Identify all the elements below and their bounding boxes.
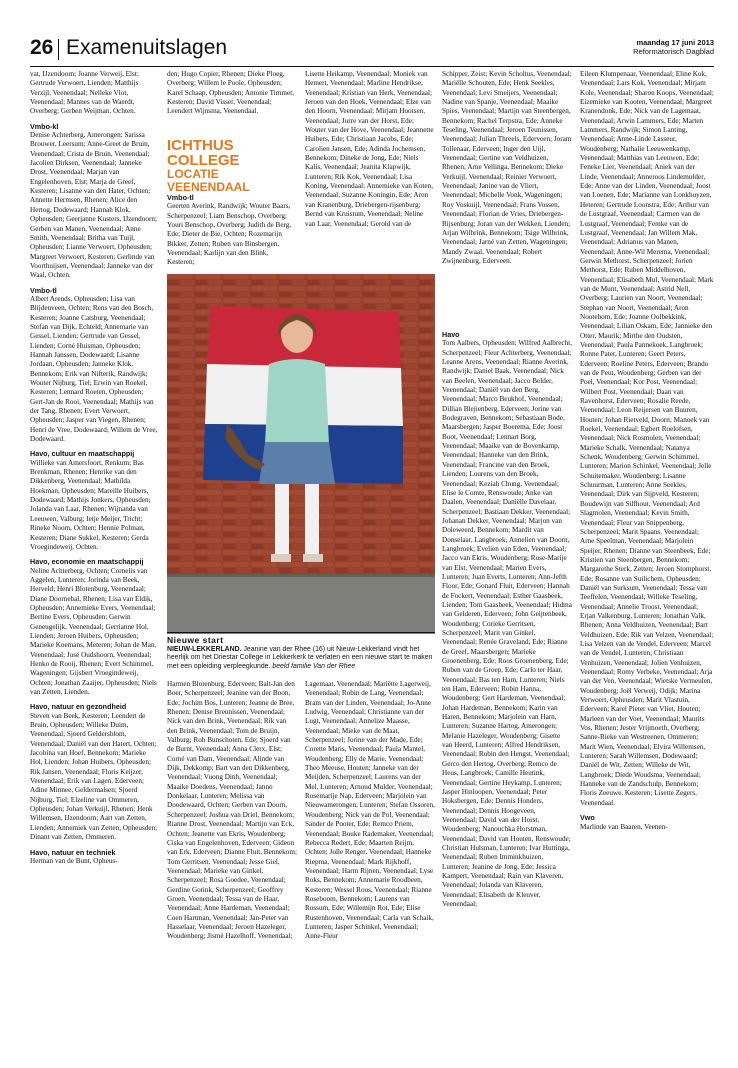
page-number: 26 <box>30 36 54 59</box>
section-title: Examenuitslagen <box>66 36 228 59</box>
category-heading: Vwo <box>580 813 595 823</box>
date-block <box>633 38 714 56</box>
list-paragraph: Herman van de Bunt, Opheus- <box>30 856 118 865</box>
list-paragraph: Tom Aalbers, Opheusden; Wilfred Aalbrecht, Scherpenzeel; Fleur Achterberg, Veenendaal; Leanne Arens, Veenendaal; Rianne Averink, Randwijk; Daniel Baak, Veenendaal; Nick van Beelen, Veenendaal; Jacco Belder, Veenendaal; Daniël van den Berg, Veenendaal; Marco Beukhof, Veenendaal; Dillian Blejienberg, Ederveen; Jorine van Bodegraven, Bennekom; Sebastiaan Bode, Maarsbergen; Jasper Boerema, Ede; Joost Boot, Veenendaal; Lennart Borg, Veenendaal; Maaike van de Bovenkamp, Veenendaal; Hanneke van den Brink, Veenendaal; Francine van den Broek, Lienden; Lourens van den Broek, Veenendaal; Keziah Chung, Veenendaal; Elise le Comte, Renswoude; Anke van Daalen, Veenendaal; Daniëlle Davelaar, Scherpenzeel; Bastiaan Dekker, Veenendaal; Johanan Dekker, Veenendaal; Marjon van Doleweerd, Bennekom; Mardit van Donselaar, Langbroek; Annelien van Doorn, Langbroek; Evelien van Eden, Veenendaal; Jacco van Ekris, Woudenberg; Rose-Marije van Elst, Veenendaal; Marien Evers, Lunteren; Juan Everts, Lunteren; Ann-Jefth Floor, Ede; Gonard Fluit, Ederveen; Hannah de Fockert, Veenendaal; Esther Gaasbeek, Lienden; Tom Gaasbeek, Veenendaal; Hidma van Gelderen, Ederveen; John Geijtenbeek, Woudenberg; Corieke Gerritsen, Scherpenzeel; Marit van Ginkel, Veenendaal; Renée Graveland, Ede; Rianne de Greef, Maarsbergen; Marieke Groenenberg, Ede; Roos Groenenberg, Ede; Ruben van de Groep, Ede; Carlo ter Haar, Veenendaal; Bas ten Ham, Lunteren; Niels ten Ham, Ederveen; Robin Hanna, Woudenberg; Gert Hardeman, Veenendaal; Johan Hardeman, Bennekom; Karin van Haren, Bennekom; Marjolein van Harn, Lunteren; Suzanne Hartog, Amerongen; Melanie Hazeleger, Woudenberg; Gisette van Heerd, Lunteren; Alfred Hendriksen, Veenendaal; Robin den Hengst, Veenendaal; Gerco den Hertog, Overberg; Remco de Heus, Langbroek; Camille Heutink, Veenendaal; Gertine Heykamp, Lunteren; Jasper Hinloopen, Veenendaal; Peter Hoksbergen, Ede; Dennis Honders, Veenendaal; Dennis Hoogeveen, Veenendaal; David van der Horst, Woudenberg; Nanouchka Horstman, Veenendaal; David van Houten, Renswoude; Christian Hulsman, Lunteren; Ivar Huttinga, Veenendaal; Ruben Imminkhuizen, Lunteren; Jeanine de Jong, Ede; Jessica Kampert, Veenendaal; Rain van Klaveren, Veenendaal; Jolanda van Klaveren, Veenendaal; Elisabeth de Kleuver, Veenendaal; <box>442 339 573 908</box>
list-paragraph: Lagemaat, Veenendaal; Mariëtte Lagerweij, Veenendaal; Robin de Lang, Veenendaal; Bram van der Linden, Veenendaal; Jo-Anne Ludwig, Veenendaal; Christianne van der Lugt, Veenendaal; Annelize Maasse, Veenendaal; Mieke van de Maat, Scherpenzeel; Jorine van der Made, Ede; Corette Maris, Veenendaal; Paula Mantel, Woudenberg; Elly de Marie, Veenendaal; Theo Meeuse, Houten; Janneke van der Meijden, Scherpenzeel; Laurens van der Mel, Lunteren; Arnoud Mulder, Veenendaal; Rosemarije Nap, Ederveen; Marjolein van Nieuwamerongen, Lunteren; Stefan Ossoren, Woudenberg; Nick van de Pol, Veenendaal; Sander de Pooter, Ede; Remco Priem, Veenendaal; Bouke Rademaker, Veenendaal; Rebecca Redert, Ede; Maarten Reijm, Ochten; Jolle Renger, Veenendaal; Hanneke Riepma, Veenendaal; Mark Rijkhoff, Veenendaal; Harm Rijnen, Veenendaal; Lyse Roks, Bennekom; Annemarie Roodbeen, Kesteren; Wessel Roos, Veenendaal; Rianne Roseboom, Bennekom; Laurens van Rossum, Ede; Willemijn Rot, Ede; Elise Rustenhoven, Veenendaal; Carla van Schaik, Lunteren; Jasper Schinkel, Veenendaal; Anne-Fleur <box>305 680 435 941</box>
list-paragraph: Schipper, Zeist; Kevin Scholtus, Veenendaal; Mariëlle Schouten, Ede; Henk Seekles, Veenendaal; Levi Smeijers, Veenendaal; Nadine van Spanje, Veenendaal; Maaike Spies, Veenendaal; Martijn van Steenbergen, Bennekom; Rachel Terpstra, Ede; Anneke Teseling, Veenendaal; Jeroen Teunissen, Veenendaal; Julian Threels, Ederveen; Joram Tollenaar, Ederveen; Inger den Uijl, Veenendaal; Gertine van Veldhuizen, Rhenen; Arne Vellinga, Bennekom; Dieke Verkuijl, Veenendaal; Reinier Verwoert, Veenendaal; Janine van de Vliert, Veenendaal; Michelle Vonk, Wageningen; Roy Voskuijl, Veenendaal; Frans Vossen, Veenendaal; Florian de Vries, Driebergen-Rijsenburg; Joran van der Wekken, Lienden; Arjan Wilbrink, Bennekom; Tsige Wilbrink, Veenendaal; Jarné van Zetten, Wageningen; Mandy Zwaal, Veenendaal; Robert Zwijnenburg, Ederveen. <box>442 70 572 265</box>
caption-location: NIEUW-LEKKERLAND. <box>167 645 242 653</box>
page-header <box>30 36 714 64</box>
list-paragraph: Steven van Beek, Kesteren; Leendert de Bruin, Opheusden; Willeke Duim, Veenendaal; Sjoerd Geldersblom, Veenendaal; Daniël van den Hatert, Ochten; Jacobina van Hoef, Bennekom; Marieke Hol, Lienden; Johan Huibers, Opheusden; Rik Jansen, Veenendaal; Floris Keijzer, Veenendaal; Erik van Lagen, Ederveen; Adine Minnee, Geldermalsen; Sjoerd Nijburg, Tiel; Elzeline van Ommeren, Opheusden; Johan Verkuijl, Rhenen; Henk Willemsen, IJzendoorn; Aart van Zetten, Lienden; Annemiek van Zetten, Opheusden; Dinant van Zetten, Ommeren. <box>30 711 158 842</box>
list-paragraph: Willieke van Amersfoort, Renkum; Bas Brenkman, Rhenen; Henrike van den Dikkenberg, Veenendaal; Mathilda Hoekman, Opheusden; Mareille Huibers, Dodewaard; Mathijs Jonkers, Opheusden; Jolanda van Laar, Rhenen; Wijnanda van Leeuwen, Valburg; Ietje Meijer, Tricht; Rineke Noom, Ochten; Hennie Polman, Kesteren; Diane Sukkel, Kesteren; Gerda Vroegindeweij, Ochten. <box>30 458 151 551</box>
column-3-top <box>305 70 435 270</box>
photo-girl-with-dutch-flag <box>167 274 435 634</box>
header-rule <box>30 66 714 67</box>
category-heading: Havo, natuur en techniek <box>30 847 116 857</box>
column-4-bottom <box>442 330 572 1060</box>
list-paragraph: Geerten Averink, Randwijk; Wouter Baars, Scherpenzeel; Liam Benschop, Overberg; Youri Benschop, Overberg; Judith de Berg, Ede; Dieter de Bie, Ochten; Rozemarijn Bikker, Zetten; Ruben van Binsbergen, Veenendaal; Karlijn van den Blink, Kesteren; <box>167 202 292 267</box>
photo-illustration <box>167 274 435 634</box>
column-2-bottom <box>167 680 297 1060</box>
list-paragraph: Eileen Klumpenaar, Veenendaal; Eline Kok, Veenendaal; Lars Kok, Veenendaal; Mirjam Kole, Veenendaal; Sharon Koops, Veenendaal; Eizemieke van Kooten, Veenendaal; Margreet Kranendonk, Ede; Nick van de Lagemaat, Veenendaal; Arwin Lammers, Ede; Marten Lammers, Randwijk; Simon Lanting, Veenendaal; Anne-Linde Lasseur, Woudenberg; Nathalie Leeuwenkamp, Veenendaal; Matthias van Leeuwen, Ede; Feneke Lier, Veenendaal; Aniek van der Linde, Veenendaal; Anneroos Lindemulder, Ede; Anne van der Linden, Veenendaal; Joost van Loenen, Ede; Marianne van Lonkhuyzen, Heteren; Gertrude Loonstra, Ede; Arthur van de Lustgraaf, Veenendaal; Carmen van de Lustgraaf, Veenendaal; Femke van de Lustgraaf, Veenendaal; Jan Willem Mak, Veenendaal; Adrianus van Manen, Veenendaal; Anne-Wil Merema, Veenendaal; Gerwin Methorst, Scherpenzeel; Jorien Methorst, Ede; Ruben Middelhoven, Veenendaal; Elisabeth Mul, Veenendaal; Mark van de Munt, Veenendaal; Astrid Nell, Overberg; Laurien van Noort, Veenendaal; Stephan van Noort, Veenendaal; Aron Nootebom, Ede; Joanne Oolbekkink, Veenendaal; Lilian Oskam, Ede; Jannieke den Otter, Maurik; Mirthe den Oudsten, Veenendaal; Paula Pannekoek, Langbroek; Ronne Pater, Lunteren; Geert Peters, Ederveen; Roeline Peters, Ederveen; Brando van de Peut, Woudenberg; Gerben van der Poel, Veenendaal; Kor Post, Veenendaal; Wilbert Post, Veenendaal; Daan van Ravenhorst, Ederveen; Rosalie Reede, Veenendaal; Leon Reijersen van Buuren, Houten; Johan Rietveld, Doorn; Manoek van Roekel, Veenendaal; Egbert Roelofsen, Veenendaal; Nick Rosmolen, Veenendaal; Marieke Schalk, Veenendaal; Natanya Schenk, Woudenberg; Gerwin Schimmel, Lunteren; Marion Schinkel, Veenendaal; Jelle Schuitemaker, Woudenberg; Lisanne Schuurman, Lunteren; Anne Seekles, Veenendaal; Dirk van Sijpveld, Kesteren; Boudewijn van Silfhout, Veenendaal; Ard Slagmolen, Veenendaal; Kevin Smith, Veenendaal; Fleur van Snippenberg, Scherpenzeel; Marit Spaans, Veenendaal; Arne Speelman, Veenendaal; Marjolein Speijer, Rhenen; Dianne van Steenbeek, Ede; Kristien van Steenbergen, Bennekom; Margarethe Sterk, Zetten; Jeroen Stomphorst, Ede; Rosanne van Suilichem, Opheusden; Daniël van Surksum, Veenendaal; Tessa van Teeffelen, Veenendaal; Willeke Teseling, Veenendaal; Annelie Troost, Veenendaal; Erjan Valkenburg, Lunteren; Jonathan Valk, Rhenen; Anna Veldhuizen, Veenendaal; Bart Veldhuizen, Ede; Rik van Velzen, Veenendaal; Lisa Velzen van de Vendel, Ederveen; Marcel van de Vendel, Lunteren; Christiaan Venhuizen, Veenendaal; Jolien Venhuizen, Veenendaal; Romy Verbeke, Veenendaal; Arja van der Ven, Veenendaal; Wietske Vermeulen, Woudenberg; Joël Verweij, Odijk; Marina Verwoert, Opheusden; Marit Vlastuin, Ederveen; Karel Pieter van Vliet, Houten; Marleen van der Voet, Veenendaal; Maurits Vos, Rhenen; Jester Vrijmoeth, Overberg; Sanne-Rieke van Westreenen, Ommeren; Marit Wien, Veenendaal; Elvira Willemsen, Lunteren; Sarah Willemsen, Dodewaard; Daniël de Wit, Zetten; Willeke de Wit, Langbroek; Diede Woudsma, Veenendaal; Hanneke van de Zandschulp, Bennekom; Floris Zeeuwe, Kesteren; Lisette Zegers, Veenendaal. <box>580 70 714 807</box>
category-heading: Vmbo-kl <box>30 121 59 131</box>
column-2-top <box>167 70 297 130</box>
list-paragraph: Harmen Blotenburg, Ederveen; Balt-Jan den Boer, Scherpenzeel; Jeanine van der Boon, Ede; Jochim Bos, Lunteren; Jeanne de Bree, Rhenen; Denise Breunissen, Veenendaal; Nick van den Brink, Veenendaal; Rik van den Brink, Veenendaal; Tom de Bruijn, Valburg; Rob Bunschoten, Ede; Sjoerd van de Burnt, Veenendaal; Anna Clerx, Elst; Corné van Dam, Veenendaal; Alinde van Dijk, Dekkomp; Bart van den Dikkenberg, Veenendaal; Vuong Dinh, Veenendaal; Maaike Doedens, Veenendaal; Janno Donkelaar, Lunteren; Melissa van Doodewaard, Ochten; Gerben van Doorn, Scherpenzeel; Joshua van Driel, Bennekom; Rianne Drost, Veenendaal; Martijn van Eck, Ochten; Jeanette van Ekris, Woudenberg; Ciska van Engelenhoven, Ederveen; Gideon van Erk, Ederveen; Dianne Fluit, Bennekom; Tom Gerritsen, Veenendaal; Jesse Giel, Veenendaal; Marieke van Ginkel, Scherpenzeel; Rosa Goedee, Veenendaal; Gerdine Gotink, Scherpenzeel; Geoffrey Groen, Veenendaal; Tessa van de Haar, Veenendaal; Anne Hardeman, Veenendaal; Coen Hartman, Veenendaal; Jan-Peter van Hasselaar, Veenendaal; Jeroen Hazeleger, Woudenberg; Jismé Hazelhoff, Veenendaal; <box>167 680 297 941</box>
header-divider <box>58 39 59 60</box>
photo-caption <box>167 636 435 671</box>
school-location: VEENENDAAL <box>167 180 250 194</box>
column-3-bottom <box>305 680 435 1060</box>
school-list <box>167 193 297 267</box>
list-paragraph: den; Hugo Copier, Rhenen; Dieke Ploeg, Overberg; Willem le Poole, Opheusden; Karel Schaap, Opheusden; Antonie Timmer, Kesteren; David Visser, Veenendaal; Leendert Wijnsma, Veenendaal. <box>167 70 295 116</box>
category-heading: Havo, economie en maatschappij <box>30 557 144 567</box>
caption-rule <box>167 632 435 633</box>
list-paragraph: Albert Arends, Opheusden; Lisa van Blijdenveen, Ochten; Rens van den Bosch, Kesteren; Joanne Catsburg, Veenendaal; Stefan van Dijk, Echteld; Annemarie van Gessel, Lienden; Gertrude van Gessel, Lienden; Corné Huisman, Opheusden; Hannah Janssen, Dodewaard; Lisanne Jordaan, Opheusden; Janneke Klok, Bennekom; Erik van Nifterik, Randwijk; Wouter Nijburg, Tiel; Erwin van Roekel, Kesteren; Lennard Roeten, Opheusden; Gert-Jan de Rooi, Veenendaal; Mathijs van der Tang, Rhenen; Evert Verwoert, Opheusden; Jasper van Viegen, Rhenen; Henri de Vree, Dodewaard; Willem de Vree, Dodewaard. <box>30 294 158 444</box>
caption-credit: beeld familie Van der Rhee <box>272 662 356 670</box>
list-paragraph: Lisette Heikamp, Veenendaal; Moniek van Hemert, Veenendaal; Marline Hendrikse, Veenendaal; Kristian van Herk, Veenendaal; Jeroen van den Hoek, Veenendaal; Elze van den Hoorn, Veenendaal; Mirjam Hootsen, Veenendaal; Jurre van der Horst, Ede; Wouter van der Hove, Veenendaal; Jeannette Huibers, Ede; Christiaan Jacobs, Ede; Carolien Jansen, Ede; Adinda Jochemsen, Bennekom; Dineke de Jong, Ede; Niels Kalis, Veenendaal; Jeanita Klapwijk, Lunteren; Rik Kok, Veenendaal; Lisa Koning, Veenendaal; Annemieke van Koten, Veenendaal; Suzanne Koningin, Ede; Aron van Kranenburg, Driebergen-rijsenburg; Bernd van Kruistum, Veenendaal; Neline van Laar, Veenendaal; Gerold van de <box>305 70 434 228</box>
caption-text: Jeanine van der Rhee (16) uit Nieuw-Lekkerland vindt het heerlijk om het Driestar College in Lekkerkerk te verlaten en een nieuwe start te maken met een opleiding verpleegkunde. <box>167 645 433 670</box>
newspaper-name: Reformatorisch Dagblad <box>633 47 714 56</box>
category-heading: Vmbo-tl <box>30 285 57 295</box>
list-paragraph: Denise Achterberg, Amerongen; Sarissa Brouwer, Leersum; Anne-Greet de Bruin, Veenendaal; Crista de Bruin, Veenendaal; Jacolien Dirksen, Veenendaal; Janneke Drost, Veenendaal; Marjan van Engelenhoven, Elst; Marja de Greef, Kesteren; Lisanne van den Hater, Ochten; Annette Hermsen, Rhenen; Alice den Hertog, Dodewaard; Hannah Klok, Opheusden; Geerjanne Kusters, IJzendoorn; Gerben van Manen, Veenendaal; Anne Smith, Veenendaal; Britha van Tuijl, Opheusden; Lianne Verwoert, Opheusden; Margreet Verwoert, Kesteren; Gerlinde van Voorthuijsen, Veenendaal; Janneke van der Waal, Ochten. <box>30 131 157 280</box>
school-name: ICHTHUS COLLEGE <box>167 137 240 169</box>
caption-title: Nieuwe start <box>167 635 224 645</box>
column-4-top <box>442 70 572 326</box>
list-paragraph: vat, IJzendoorn; Joanne Verweij, Elst; Gertrude Verwoert, Lienden; Matthijs Verzijl, Veenendaal; Nelleke Vlot, Veenendaal; Mannes van de Waerdt, Overberg; Gerben Weijman, Ochten. <box>30 70 139 116</box>
category-heading: Havo, cultuur en maatschappij <box>30 449 135 459</box>
category-heading: Havo, natuur en gezondheid <box>30 702 127 712</box>
category-heading: Havo <box>442 330 460 339</box>
list-paragraph: Marlinde van Baaren, Veenen- <box>580 822 668 831</box>
column-5 <box>580 70 714 1060</box>
school-location-label: LOCATIE <box>167 167 219 181</box>
category-heading: Vmbo-tl <box>167 193 194 202</box>
column-1 <box>30 70 160 1060</box>
publication-date: maandag 17 juni 2013 <box>636 38 714 47</box>
list-paragraph: Neline Achterberg, Ochten; Cornelis van Aggelen, Lunteren; Jorinda van Beek, Herveld; Henri Blotenburg, Veenendaal; Diane Doornebal, Rhenen; Lisa van Eldik, Opheusden; Annemieke Evers, Veenendaal; Bertine Evers, Opheusden; Gerwin Geneugelijk, Veenendaal; Gerrianne Hol, Lienden; Jeroen Huibers, Opheusden; Marieke Koemans, Meteren; Johan de Man, Veenendaal; José Oudshoorn, Veenendaal; Henko de Rooij, Rhenen; Evert Schimmel, Wageningen; Gijsbert Vroegindeweij, Ochten; Jonathan Zaaijer, Opheusden; Niels van Zetten, Lienden. <box>30 566 157 696</box>
